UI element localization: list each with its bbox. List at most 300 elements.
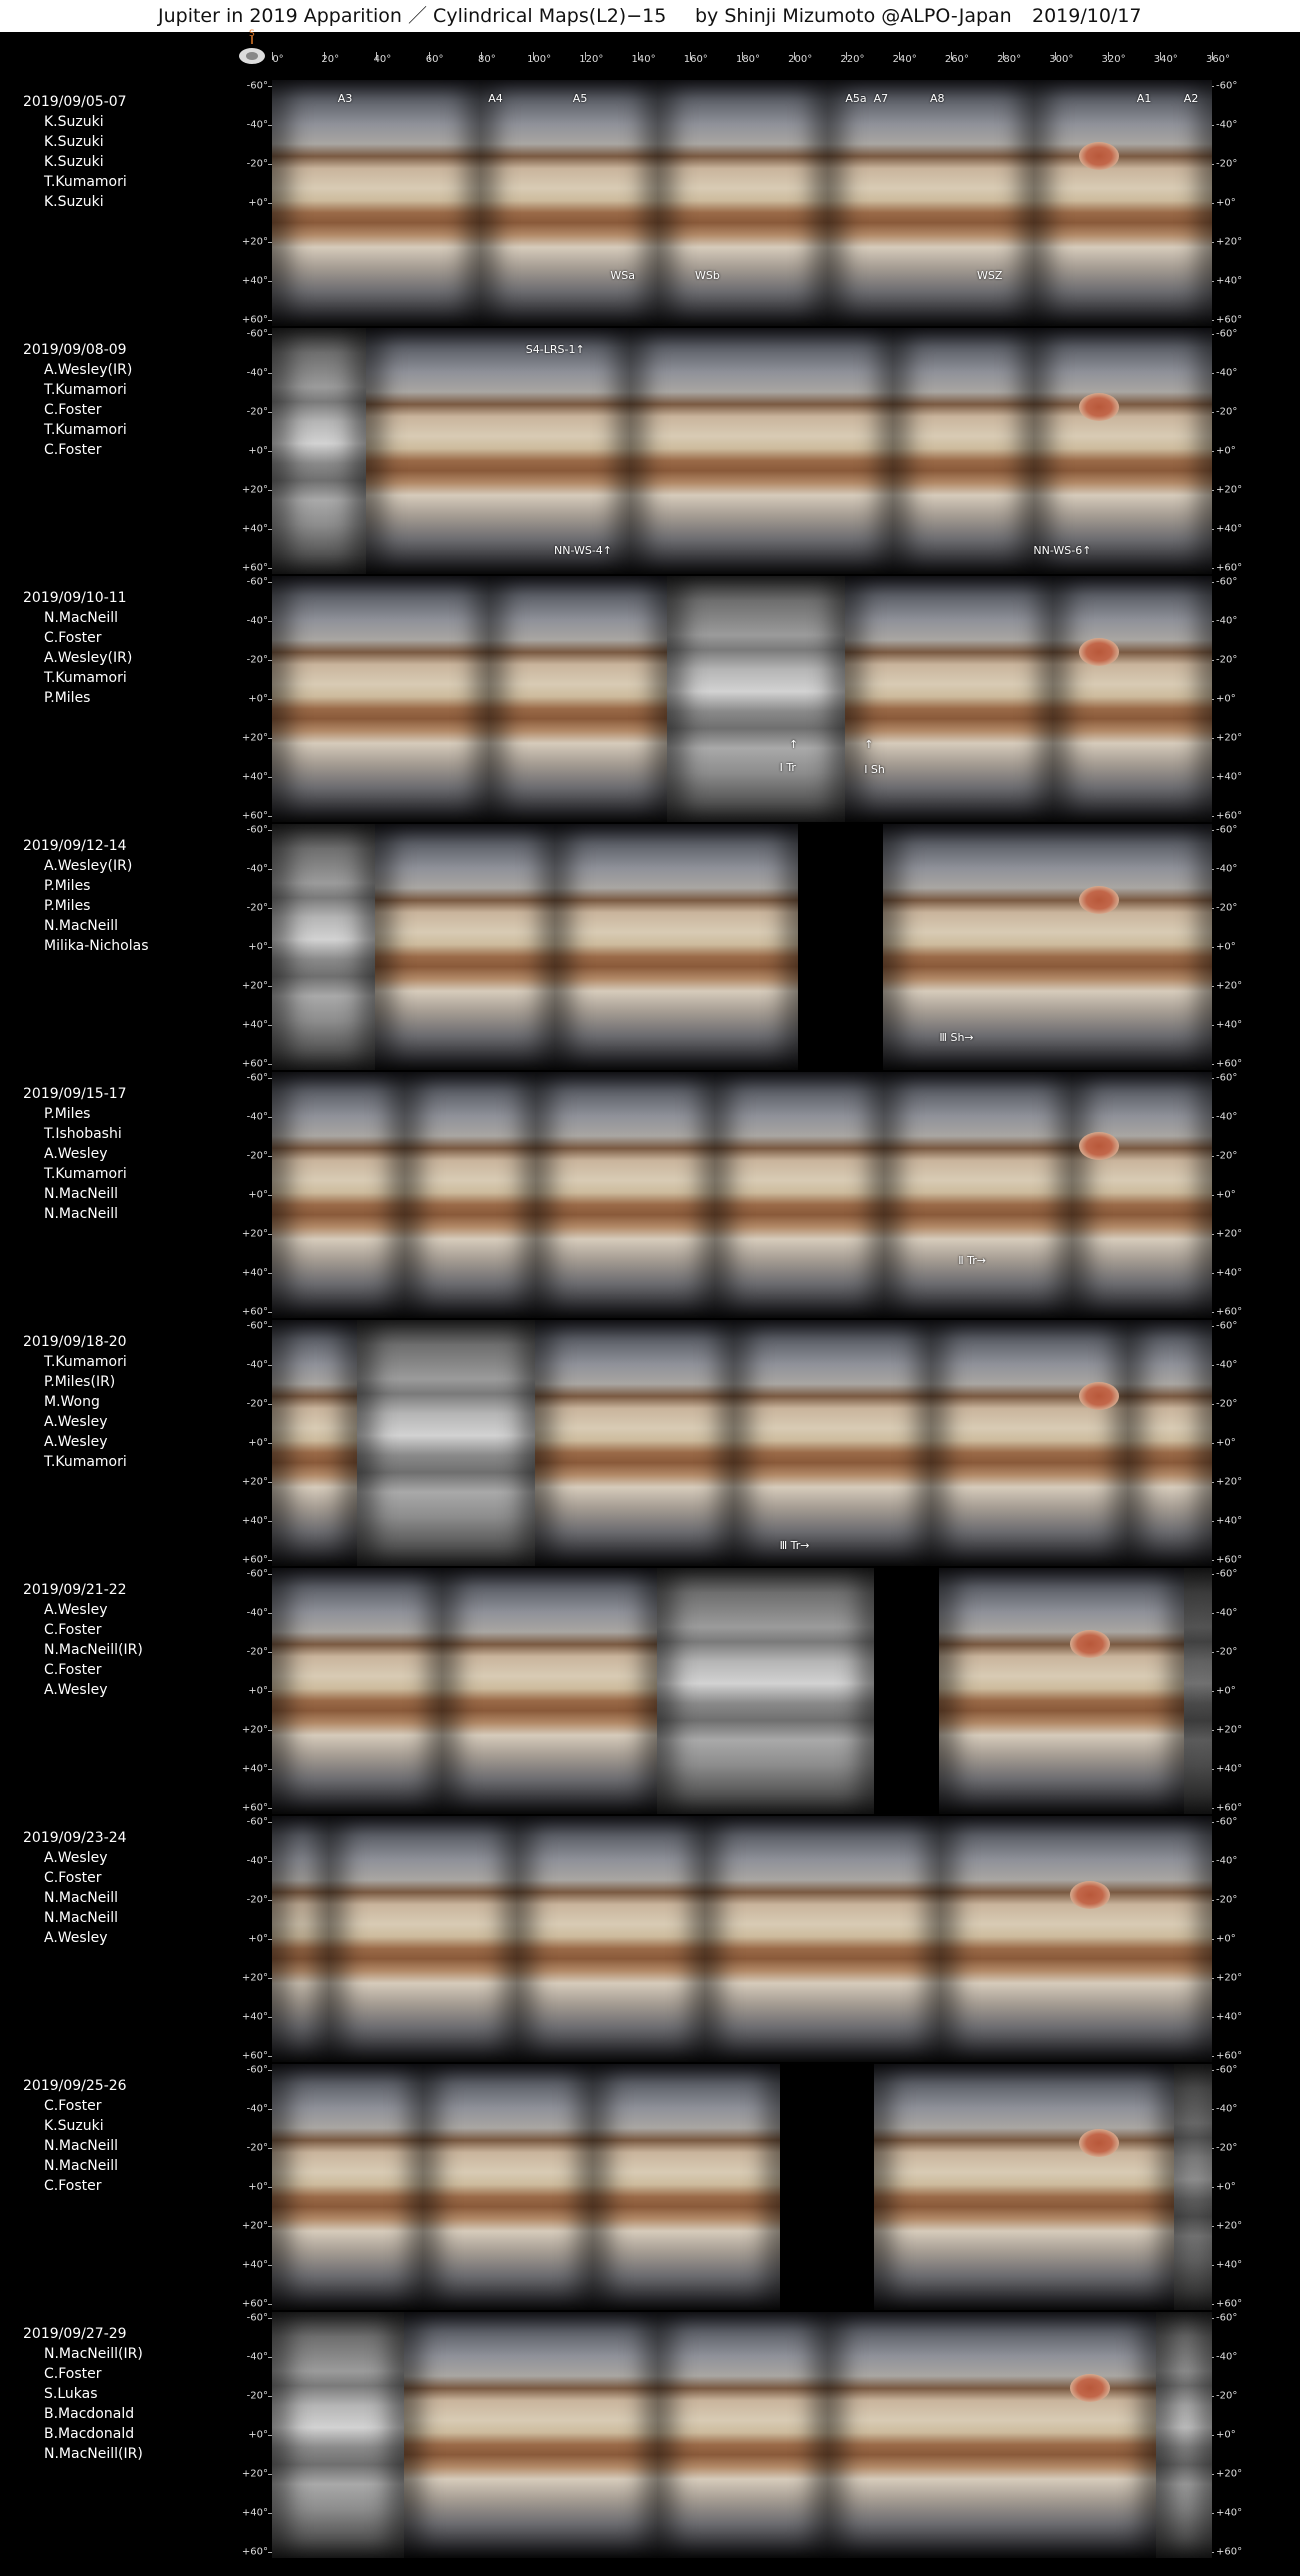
latitude-label: +40°	[241, 1267, 268, 1279]
observer-name: C.Foster	[44, 2366, 102, 2382]
latitude-label: +60°	[241, 810, 268, 822]
cylindrical-map	[272, 1816, 1212, 2062]
latitude-scale-left	[226, 2312, 270, 2558]
latitude-label: -20°	[1216, 406, 1238, 418]
longitude-label: 220°	[840, 54, 865, 65]
latitude-label: +40°	[241, 771, 268, 783]
latitude-label: -20°	[246, 1150, 268, 1162]
longitude-label: 0°	[272, 54, 284, 65]
latitude-label: +20°	[1216, 1476, 1243, 1488]
observer-name: N.MacNeill	[44, 918, 119, 934]
observer-name: N.MacNeill	[44, 2158, 119, 2174]
session-date: 2019/09/15-17	[23, 1086, 127, 1102]
observation-session	[0, 80, 1300, 328]
latitude-label: +60°	[241, 2050, 268, 2062]
latitude-label: -40°	[246, 2351, 268, 2363]
feature-annotation: A1	[1136, 92, 1152, 106]
latitude-label: +60°	[1216, 562, 1243, 574]
latitude-label: -40°	[246, 119, 268, 131]
latitude-label: +20°	[241, 980, 268, 992]
color-image-strip	[629, 328, 895, 574]
feature-annotation: WSb	[695, 269, 720, 283]
feature-annotation: NN-WS-6↑	[1033, 544, 1092, 558]
latitude-label: +0°	[1216, 197, 1236, 209]
cylindrical-map	[272, 1320, 1212, 1566]
session-date: 2019/09/23-24	[23, 1830, 127, 1846]
longitude-label: 20°	[321, 54, 340, 65]
latitude-label: +20°	[241, 1228, 268, 1240]
longitude-label: 80°	[478, 54, 496, 65]
latitude-label: +20°	[241, 732, 268, 744]
latitude-label: -40°	[1216, 1111, 1238, 1123]
latitude-label: +0°	[1216, 1437, 1236, 1449]
latitude-label: -40°	[246, 1855, 268, 1867]
color-image-strip	[733, 1320, 933, 1566]
latitude-label: +60°	[241, 1554, 268, 1566]
latitude-label: -60°	[246, 1072, 268, 1084]
color-image-strip	[375, 824, 556, 1070]
feature-annotation: A5a	[845, 92, 867, 106]
latitude-label: +20°	[1216, 1228, 1243, 1240]
latitude-label: +40°	[241, 2259, 268, 2271]
longitude-label: 360°	[1205, 54, 1231, 65]
color-image-strip	[1071, 1072, 1212, 1318]
latitude-scale-right	[1214, 824, 1258, 1070]
latitude-label: +60°	[241, 2298, 268, 2310]
longitude-label: 140°	[631, 54, 656, 65]
latitude-label: +60°	[1216, 1306, 1243, 1318]
latitude-label: +40°	[1216, 1763, 1243, 1775]
latitude-label: -40°	[1216, 367, 1238, 379]
ir-image-strip	[1184, 1568, 1212, 1814]
latitude-scale-left	[226, 1568, 270, 1814]
latitude-scale-right	[1214, 2064, 1258, 2310]
observation-session	[0, 1072, 1300, 1320]
color-image-strip	[827, 2312, 1159, 2558]
color-image-strip	[827, 80, 1037, 326]
latitude-scale-right	[1214, 1320, 1258, 1566]
feature-annotation: Ⅱ Tr→	[958, 1254, 986, 1268]
latitude-label: -20°	[1216, 1398, 1238, 1410]
ir-image-strip	[272, 824, 378, 1070]
latitude-label: +40°	[241, 2011, 268, 2023]
observation-session	[0, 1816, 1300, 2064]
latitude-label: -40°	[1216, 2103, 1238, 2115]
color-image-strip	[404, 2312, 661, 2558]
latitude-label: -60°	[1216, 1072, 1238, 1084]
color-image-strip	[714, 1072, 886, 1318]
longitude-label: 320°	[1101, 54, 1126, 65]
ir-image-strip	[1156, 2312, 1212, 2558]
no-coverage-gap	[874, 1568, 943, 1814]
observer-name: T.Kumamori	[44, 382, 127, 398]
observation-session	[0, 1320, 1300, 1568]
great-red-spot	[1079, 393, 1119, 421]
latitude-label: -40°	[1216, 1607, 1238, 1619]
latitude-label: +60°	[241, 1306, 268, 1318]
observation-session	[0, 576, 1300, 824]
great-red-spot	[1079, 2129, 1119, 2157]
latitude-label: -20°	[1216, 158, 1238, 170]
longitude-label: 60°	[425, 54, 444, 65]
color-image-strip	[441, 1568, 660, 1814]
observer-name: P.Miles(IR)	[44, 1374, 116, 1390]
latitude-label: +60°	[1216, 810, 1243, 822]
latitude-label: +40°	[241, 523, 268, 535]
observer-name: B.Macdonald	[44, 2426, 135, 2442]
observer-name: C.Foster	[44, 402, 102, 418]
color-image-strip	[883, 824, 1212, 1070]
color-image-strip	[845, 576, 1055, 822]
observer-name: A.Wesley(IR)	[44, 650, 133, 666]
color-image-strip	[272, 80, 482, 326]
observation-session	[0, 328, 1300, 576]
latitude-label: +40°	[1216, 2259, 1243, 2271]
color-image-strip	[422, 2064, 594, 2310]
latitude-scale-left	[226, 1320, 270, 1566]
latitude-label: -60°	[1216, 80, 1238, 92]
latitude-label: +20°	[1216, 732, 1243, 744]
latitude-label: -60°	[246, 824, 268, 836]
session-date: 2019/09/08-09	[23, 342, 127, 358]
latitude-label: +40°	[241, 1763, 268, 1775]
latitude-scale-left	[226, 1072, 270, 1318]
latitude-label: -40°	[246, 1607, 268, 1619]
cylindrical-map	[272, 328, 1212, 574]
observer-name: C.Foster	[44, 1622, 102, 1638]
cylindrical-map	[272, 2312, 1212, 2558]
latitude-label: -20°	[246, 2390, 268, 2402]
header-bar	[0, 0, 1300, 32]
color-image-strip	[1127, 1320, 1212, 1566]
latitude-label: +40°	[1216, 1515, 1243, 1527]
latitude-label: -40°	[246, 863, 268, 875]
latitude-label: +20°	[1216, 236, 1243, 248]
feature-annotation: A7	[873, 92, 889, 106]
latitude-scale-right	[1214, 2312, 1258, 2558]
observer-name: P.Miles	[44, 878, 91, 894]
latitude-label: +20°	[1216, 2468, 1243, 2480]
latitude-label: +0°	[248, 1189, 268, 1201]
observer-name: T.Ishobashi	[44, 1126, 122, 1142]
ir-image-strip	[357, 1320, 538, 1566]
observer-name: A.Wesley(IR)	[44, 858, 133, 874]
observer-name: A.Wesley	[44, 1146, 108, 1162]
observer-name: T.Kumamori	[44, 422, 127, 438]
session-date: 2019/09/10-11	[23, 590, 127, 606]
latitude-label: +60°	[1216, 314, 1243, 326]
latitude-label: -40°	[1216, 863, 1238, 875]
latitude-label: +40°	[1216, 1019, 1243, 1031]
no-coverage-gap	[780, 2064, 877, 2310]
latitude-label: +0°	[1216, 1685, 1236, 1697]
latitude-label: +40°	[1216, 771, 1243, 783]
observer-name: N.MacNeill(IR)	[44, 2446, 143, 2462]
observer-name: Milika-Nicholas	[44, 938, 149, 954]
color-image-strip	[657, 80, 829, 326]
latitude-label: -20°	[246, 1894, 268, 1906]
latitude-label: +60°	[1216, 1058, 1243, 1070]
latitude-label: -60°	[246, 328, 268, 340]
latitude-label: +0°	[1216, 2429, 1236, 2441]
color-image-strip	[272, 1072, 406, 1318]
latitude-scale-right	[1214, 1072, 1258, 1318]
color-image-strip	[1033, 328, 1212, 574]
feature-annotation: Ⅰ Tr	[779, 760, 796, 774]
latitude-label: -20°	[1216, 1646, 1238, 1658]
latitude-label: +20°	[241, 2220, 268, 2232]
longitude-axis	[222, 29, 1231, 70]
latitude-scale-left	[226, 2064, 270, 2310]
latitude-label: +20°	[1216, 1724, 1243, 1736]
latitude-label: -60°	[1216, 328, 1238, 340]
latitude-label: +0°	[1216, 2181, 1236, 2193]
color-image-strip	[939, 1816, 1212, 2062]
session-date: 2019/09/05-07	[23, 94, 127, 110]
latitude-label: +20°	[241, 484, 268, 496]
feature-annotation: WSa	[610, 269, 635, 283]
latitude-scale-right	[1214, 1816, 1258, 2062]
latitude-label: -40°	[1216, 2351, 1238, 2363]
color-image-strip	[404, 1072, 538, 1318]
latitude-scale-left	[226, 80, 270, 326]
observer-name: K.Suzuki	[44, 114, 104, 130]
observation-session	[0, 2312, 1300, 2560]
feature-annotation: WSZ	[977, 269, 1003, 283]
latitude-label: -40°	[246, 1111, 268, 1123]
color-image-strip	[272, 1320, 359, 1566]
color-image-strip	[657, 2312, 829, 2558]
latitude-label: -20°	[246, 1398, 268, 1410]
observer-name: A.Wesley	[44, 1434, 108, 1450]
feature-annotation: S4-LRS-1↑	[525, 342, 585, 356]
color-image-strip	[479, 80, 660, 326]
observer-name: A.Wesley(IR)	[44, 362, 133, 378]
cylindrical-map	[272, 80, 1212, 326]
latitude-label: -40°	[1216, 1855, 1238, 1867]
latitude-scale-right	[1214, 328, 1258, 574]
color-image-strip	[939, 1568, 1186, 1814]
feature-annotation: Ⅲ Tr→	[779, 1538, 810, 1552]
latitude-label: -40°	[246, 367, 268, 379]
latitude-label: +60°	[1216, 1554, 1243, 1566]
latitude-label: +60°	[241, 562, 268, 574]
latitude-label: -60°	[246, 576, 268, 588]
latitude-label: +40°	[241, 275, 268, 287]
latitude-label: -20°	[1216, 2142, 1238, 2154]
latitude-scale-left	[226, 328, 270, 574]
latitude-scale-left	[226, 576, 270, 822]
observer-name: T.Kumamori	[44, 1354, 127, 1370]
latitude-label: -60°	[1216, 1320, 1238, 1332]
longitude-label: 340°	[1153, 54, 1178, 65]
observer-name: B.Macdonald	[44, 2406, 135, 2422]
latitude-label: +40°	[1216, 275, 1243, 287]
latitude-label: +60°	[1216, 2050, 1243, 2062]
color-image-strip	[930, 1320, 1130, 1566]
feature-annotation: A5	[572, 92, 588, 106]
session-date: 2019/09/12-14	[23, 838, 127, 854]
latitude-label: -20°	[246, 1646, 268, 1658]
session-date: 2019/09/25-26	[23, 2078, 127, 2094]
color-image-strip	[272, 2064, 425, 2310]
color-image-strip	[366, 328, 632, 574]
latitude-label: +20°	[241, 1476, 268, 1488]
longitude-label: 200°	[788, 54, 813, 65]
page-title: Jupiter in 2019 Apparition ／ Cylindrical Maps(L2)−15	[158, 5, 667, 27]
latitude-label: -60°	[1216, 1568, 1238, 1580]
observer-name: K.Suzuki	[44, 134, 104, 150]
observer-name: A.Wesley	[44, 1602, 108, 1618]
observer-name: A.Wesley	[44, 1414, 108, 1430]
feature-annotation: Ⅰ Sh	[864, 762, 885, 776]
observer-name: N.MacNeill	[44, 2138, 119, 2154]
color-image-strip	[883, 1072, 1074, 1318]
observer-name: T.Kumamori	[44, 1166, 127, 1182]
cylindrical-map	[272, 1568, 1212, 1814]
latitude-label: -60°	[1216, 824, 1238, 836]
observer-name: C.Foster	[44, 1662, 102, 1678]
observer-name: K.Suzuki	[44, 154, 104, 170]
great-red-spot	[1070, 1881, 1110, 1909]
latitude-label: +0°	[1216, 941, 1236, 953]
observer-name: M.Wong	[44, 1394, 100, 1410]
latitude-label: -60°	[1216, 2312, 1238, 2324]
observer-name: C.Foster	[44, 2178, 102, 2194]
color-image-strip	[535, 1072, 716, 1318]
latitude-label: -20°	[1216, 654, 1238, 666]
longitude-label: 240°	[892, 54, 917, 65]
session-date: 2019/09/21-22	[23, 1582, 127, 1598]
great-red-spot	[1079, 1132, 1119, 1160]
observer-name: N.MacNeill	[44, 1890, 119, 1906]
observer-name: S.Lukas	[44, 2386, 98, 2402]
latitude-label: -40°	[246, 1359, 268, 1371]
latitude-label: +60°	[241, 314, 268, 326]
latitude-label: +40°	[241, 2507, 268, 2519]
great-red-spot	[1070, 2374, 1110, 2402]
latitude-label: +0°	[1216, 445, 1236, 457]
latitude-label: +0°	[248, 941, 268, 953]
color-image-strip	[488, 576, 669, 822]
observation-session	[0, 1568, 1300, 1816]
great-red-spot	[1070, 1630, 1110, 1658]
color-image-strip	[1052, 576, 1212, 822]
longitude-label: 120°	[579, 54, 604, 65]
longitude-label: 160°	[683, 54, 708, 65]
observer-name: A.Wesley	[44, 1930, 108, 1946]
latitude-label: +40°	[1216, 523, 1243, 535]
latitude-label: -60°	[1216, 576, 1238, 588]
latitude-label: +40°	[1216, 2507, 1243, 2519]
session-date: 2019/09/18-20	[23, 1334, 127, 1350]
longitude-label: 260°	[944, 54, 969, 65]
latitude-label: -20°	[246, 654, 268, 666]
cylindrical-map	[272, 824, 1212, 1070]
observer-name: P.Miles	[44, 1106, 91, 1122]
latitude-label: +20°	[1216, 980, 1243, 992]
color-image-strip	[1033, 80, 1212, 326]
latitude-label: +20°	[1216, 2220, 1243, 2232]
latitude-label: -20°	[246, 406, 268, 418]
latitude-label: +40°	[241, 1515, 268, 1527]
observer-name: T.Kumamori	[44, 670, 127, 686]
observer-name: K.Suzuki	[44, 194, 104, 210]
observer-name: P.Miles	[44, 898, 91, 914]
latitude-label: -20°	[1216, 1150, 1238, 1162]
observer-name: N.MacNeill	[44, 610, 119, 626]
latitude-label: -60°	[246, 1816, 268, 1828]
observer-name: K.Suzuki	[44, 2118, 104, 2134]
observer-name: N.MacNeill	[44, 1910, 119, 1926]
color-image-strip	[892, 328, 1036, 574]
latitude-scale-left	[226, 1816, 270, 2062]
latitude-label: -60°	[246, 2312, 268, 2324]
latitude-label: -40°	[1216, 119, 1238, 131]
observation-session	[0, 824, 1300, 1072]
observer-name: T.Kumamori	[44, 1454, 127, 1470]
latitude-label: +40°	[1216, 1267, 1243, 1279]
feature-annotation: NN-WS-4↑	[554, 544, 613, 558]
feature-annotation: A4	[488, 92, 503, 106]
cylindrical-map	[272, 576, 1212, 822]
longitude-label: 180°	[735, 54, 761, 65]
author-credit: by Shinji Mizumoto @ALPO-Japan	[695, 5, 1012, 27]
observer-name: C.Foster	[44, 2098, 102, 2114]
feature-annotation: A3	[337, 92, 353, 106]
color-image-strip	[272, 576, 491, 822]
latitude-label: +0°	[248, 693, 268, 705]
observer-name: T.Kumamori	[44, 174, 127, 190]
color-image-strip	[272, 1568, 444, 1814]
observer-name: A.Wesley	[44, 1682, 108, 1698]
latitude-label: -60°	[1216, 1816, 1238, 1828]
latitude-label: +0°	[1216, 1189, 1236, 1201]
color-image-strip	[704, 1816, 942, 2062]
latitude-scale-left	[226, 824, 270, 1070]
latitude-label: -60°	[246, 1320, 268, 1332]
no-coverage-gap	[798, 824, 885, 1070]
observer-name: N.MacNeill(IR)	[44, 1642, 143, 1658]
ir-image-strip	[657, 1568, 876, 1814]
latitude-label: +40°	[241, 1019, 268, 1031]
color-image-strip	[874, 2064, 1178, 2310]
south-label: S	[249, 29, 255, 39]
observer-name: P.Miles	[44, 690, 91, 706]
latitude-label: +60°	[1216, 2546, 1243, 2558]
observer-name: C.Foster	[44, 1870, 102, 1886]
latitude-label: -20°	[1216, 902, 1238, 914]
latitude-label: -40°	[1216, 615, 1238, 627]
session-date: 2019/09/27-29	[23, 2326, 127, 2342]
latitude-scale-right	[1214, 576, 1258, 822]
feature-annotation: A8	[930, 92, 945, 106]
latitude-scale-right	[1214, 80, 1258, 326]
cylindrical-map	[272, 2064, 1212, 2310]
latitude-label: -60°	[246, 1568, 268, 1580]
ir-image-strip	[272, 328, 369, 574]
ir-image-strip	[667, 576, 848, 822]
color-image-strip	[554, 824, 801, 1070]
latitude-label: +0°	[248, 445, 268, 457]
latitude-label: +0°	[1216, 693, 1236, 705]
latitude-label: +20°	[241, 1972, 268, 1984]
feature-annotation: A2	[1183, 92, 1199, 106]
latitude-label: +60°	[241, 1058, 268, 1070]
latitude-label: +0°	[248, 1933, 268, 1945]
latitude-label: +20°	[241, 236, 268, 248]
observer-name: N.MacNeill	[44, 1186, 119, 1202]
